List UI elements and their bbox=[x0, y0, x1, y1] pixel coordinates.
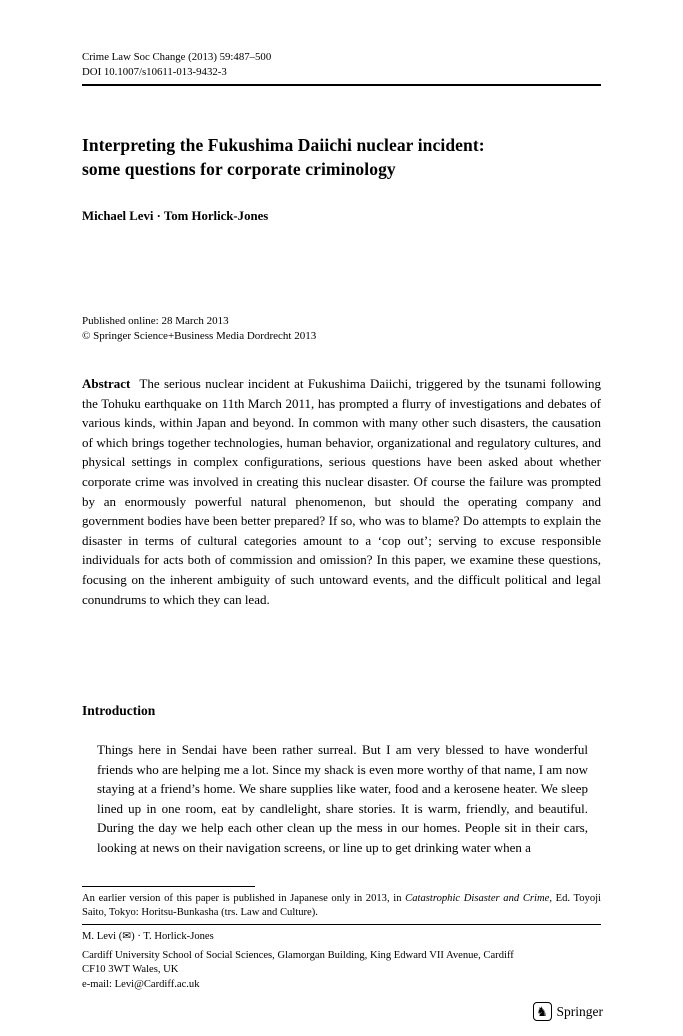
quote-paragraph: Things here in Sendai have been rather surreal. But I am very blessed to have wonderful friends who are helping me a lot. Since my shack is even more worthy of that name, I am now staying at a friend’s home. We share supplies like water, food and a kerosene heater. We sleep lined up in one room, eat by candlelight, share stories. It is warm, friendly, and beautiful. During the day we help each other clean up the mess in our homes. People sit in their cars, looking at news on their navigation screens, or line up to get drinking water when a bbox=[97, 742, 588, 855]
header-rule bbox=[82, 84, 601, 86]
springer-logo bbox=[533, 1002, 604, 1021]
paper-title bbox=[82, 134, 601, 181]
author-email: e-mail: Levi@Cardiff.ac.uk bbox=[82, 978, 200, 990]
footnote-rule bbox=[82, 886, 255, 887]
abstract-label: Abstract bbox=[82, 376, 131, 391]
springer-knight-icon: ♞ bbox=[533, 1002, 552, 1021]
abstract bbox=[82, 374, 601, 609]
doi: DOI 10.1007/s10611-013-9432-3 bbox=[82, 65, 227, 78]
affiliation-address-line2: CF10 3WT Wales, UK bbox=[82, 964, 179, 976]
correspondence-authors: M. Levi (✉) · T. Horlick-Jones bbox=[82, 931, 214, 942]
footnote-book-title: Catastrophic Disaster and Crime bbox=[405, 893, 550, 904]
journal-header bbox=[82, 50, 601, 79]
affiliation-rule bbox=[82, 924, 601, 925]
abstract-text: The serious nuclear incident at Fukushima Daiichi, triggered by the tsunami following the Tohuku earthquake on 11th March 2011, has prompted a flurry of investigations and debates of various kinds, within Japan and beyond. In common with many other such disasters, the causation of which brings together technologies, human behavior, organizational and regulatory cultures, and physical settings in complex configurations, serious questions have been asked about whether corporate crime was involved in creating this nuclear disaster. Of course the failure was prompted by an enormously powerful natural phenomenon, but should the operating company and government bodies have been better prepared? If so, who was to blame? Do attempts to explain the disaster in terms of cultural categories amount to a ‘cop out’; serving to excuse responsible individuals for acts both of commission and omission? In this paper, we examine these questions, focusing on the inherent ambiguity of such untoward events, and the difficult political and legal conundrums to which they can lead. bbox=[82, 376, 601, 607]
publication-info bbox=[82, 314, 601, 344]
section-heading-introduction: Introduction bbox=[82, 703, 156, 718]
footnote-text-post: , Ed. Toyoji Saito, Tokyo: Horitsu-Bunkasha (trs. Law and Culture). bbox=[82, 893, 601, 919]
affiliation-block bbox=[82, 930, 601, 992]
author-list: Michael Levi · Tom Horlick-Jones bbox=[82, 209, 269, 223]
springer-wordmark: Springer bbox=[556, 1003, 603, 1019]
paper-title-line2: some questions for corporate criminology bbox=[82, 158, 396, 179]
copyright-line: © Springer Science+Business Media Dordrecht 2013 bbox=[82, 330, 317, 343]
affiliation-address-line1: Cardiff University School of Social Sciences, Glamorgan Building, King Edward VII Avenue, Cardiff bbox=[82, 949, 514, 961]
paper-title-line1: Interpreting the Fukushima Daiichi nuclear incident: bbox=[82, 135, 485, 155]
footnote-text-pre: An earlier version of this paper is published in Japanese only in 2013, in bbox=[82, 893, 406, 904]
footnote bbox=[82, 892, 601, 920]
journal-citation: Crime Law Soc Change (2013) 59:487–500 bbox=[82, 51, 272, 63]
published-online-date: Published online: 28 March 2013 bbox=[82, 315, 229, 327]
